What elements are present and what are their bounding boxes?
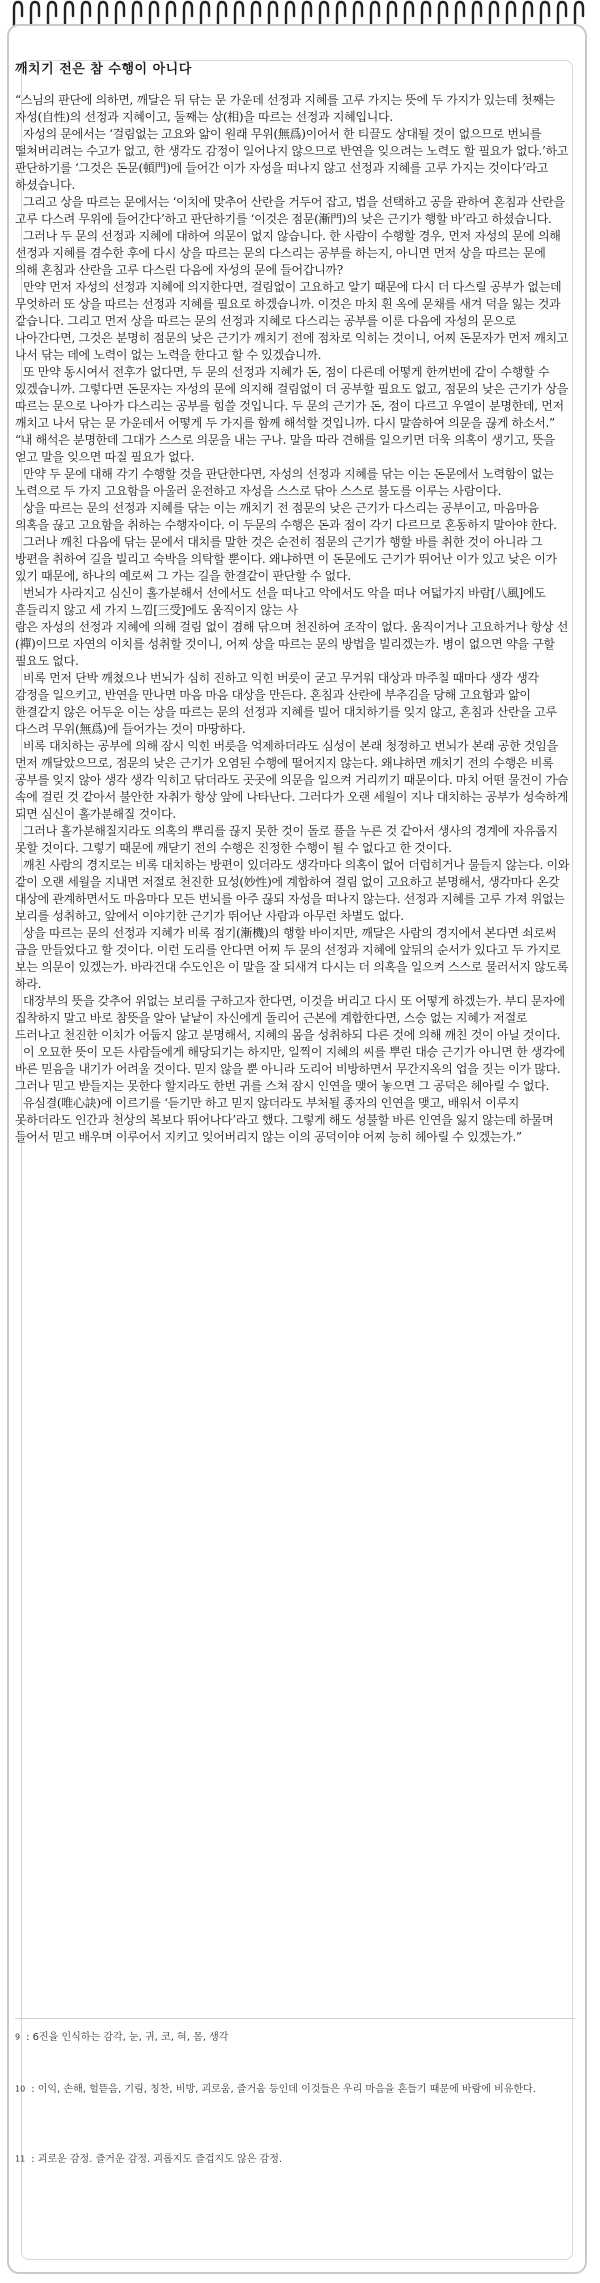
footnote-number: 10 xyxy=(15,2085,26,2094)
paragraph: 또 만약 동시여서 전후가 없다면, 두 문의 선정과 지혜가 돈, 점이 다른데 어떻게 한꺼번에 같이 수행할 수 있겠습니까. 그렇다면 돈문자는 자성의 문에 의지해 걸림없이 더 공부할 필요도 없고, 점문의 낮은 근기가 상을 따르는 문으로 나아가 다스리는 공부를 힘쓸 것입니다. 두 문의 근기가 돈, 점이 다르고 우열이 분명한데, 먼저 깨치고 나서 닦는 문 가운데서 어떻게 두 가지를 함께 해석할 것입니까. 다시 말씀하여 의문을 끊게 하소서.” xyxy=(15,365,569,430)
document-title: 깨치기 전은 참 수행이 아니다 xyxy=(15,62,192,77)
footnote xyxy=(15,2152,570,2172)
paragraph: 그리고 상을 따르는 문에서는 ‘이치에 맞추어 산란을 거두어 잡고, 법을 선택하고 공을 관하여 혼침과 산란을 고루 다스려 무위에 들어간다’하고 판단하기를 ‘이것은 점문(漸門)의 낮은 근기가 행할 바’라고 하셨습니다. xyxy=(15,195,565,226)
paragraph: 그러나 두 문의 선정과 지혜에 대하여 의문이 없지 않습니다. 한 사람이 수행할 경우, 먼저 자성의 문에 의해 선정과 지혜를 겸수한 후에 다시 상을 따르는 문의 다스리는 공부를 하는지, 아니면 먼저 상을 따르는 문에 의해 혼침과 산란을 고루 다스린 다음에 자성의 문에 들어갑니까? xyxy=(15,229,561,277)
paragraph: 상을 따르는 문의 선정과 지혜를 닦는 이는 깨치기 전 점문의 낮은 근기가 다스리는 공부이고, 마음마음 의혹을 끊고 고요함을 취하는 수행자이다. 이 두문의 수행은 돈과 점이 각기 다르므로 혼동하지 말아야 한다. xyxy=(15,501,557,532)
footnote xyxy=(15,2082,570,2102)
paragraph: 이 오묘한 뜻이 모든 사람들에게 해당되기는 하지만, 일찍이 지혜의 씨를 뿌린 대승 근기가 아니면 한 생각에 바른 믿음을 내기가 어려울 것이다. 믿지 않을 뿐 아니라 도리어 비방하면서 무간지옥의 업을 짓는 이가 많다. 그러나 믿고 받들지는 못한다 할지라도 한번 귀를 스쳐 잠시 인연을 맺어 놓으면 그 공덕은 헤아릴 수 없다. xyxy=(15,1045,565,1093)
paragraph: 번뇌가 사라지고 심신이 홀가분해서 선에서도 선을 떠나고 악에서도 악을 떠나 여덟가지 바람[八風]에도 흔들리지 않고 세 가지 느낌[三受]에도 움직이지 않는 사 xyxy=(15,586,546,617)
paragraph: 그러나 홀가분해질지라도 의혹의 뿌리를 끊지 못한 것이 돌로 풀을 누른 것 같아서 생사의 경계에 자유롭지 못할 것이다. 그렇기 때문에 깨닫기 전의 수행은 진정한 수행이 될 수 없다고 한 것이다. xyxy=(15,824,558,855)
paragraph: 만약 두 문에 대해 각기 수행할 것을 판단한다면, 자성의 선정과 지혜를 닦는 이는 돈문에서 노력함이 없는 노력으로 두 가지 고요함을 아울러 운전하고 자성을 스스로 닦아 스스로 불도를 이루는 사람이다. xyxy=(15,467,554,498)
footnote xyxy=(15,2030,570,2050)
paragraph: 만약 먼저 자성의 선정과 지혜에 의지한다면, 걸림없이 고요하고 알기 때문에 다시 더 다스릴 공부가 없는데 무엇하러 또 상을 따르는 선정과 지혜를 필요로 하겠습니까. 이것은 마치 흰 옥에 문채를 새겨 덕을 잃는 것과 같습니다. 그리고 먼저 상을 따르는 문의 선정과 지혜로 다스리는 공부를 이룬 다음에 자성의 문으로 나아간다면, 그것은 분명히 점문의 낮은 근기가 깨치기 전에 점차로 익히는 것이니, 어찌 돈문자가 먼저 깨치고 나서 닦는 데에 노력이 없는 노력을 한다고 할 수 있겠습니까. xyxy=(15,280,569,362)
paragraph: “내 해석은 분명한데 그대가 스스로 의문을 내는 구나. 말을 따라 견해를 일으키면 더욱 의혹이 생기고, 뜻을 얻고 말을 잊으면 따질 필요가 없다. xyxy=(15,433,555,464)
paragraph: 람은 자성의 선정과 지혜에 의해 걸림 없이 겸해 닦으며 천진하여 조작이 없다. 움직이거나 고요하거나 항상 선(禪)이므로 자연의 이치를 성취할 것이니, 어찌 상을 따르는 문의 방법을 빌리겠는가. 병이 없으면 약을 구할 필요도 없다. xyxy=(15,620,569,668)
footnote-number: 11 xyxy=(15,2155,26,2164)
paragraph: 대장부의 뜻을 갖추어 위없는 보리를 구하고자 한다면, 이것을 버리고 다시 또 어떻게 하겠는가. 부디 문자에 집착하지 말고 바로 참뜻을 알아 낱낱이 자신에게 돌리어 근본에 계합한다면, 스승 없는 지혜가 저절로 드러나고 천진한 이치가 어둡지 않고 분명해서, 지혜의 몸을 성취하되 다른 것에 의해 깨친 것이 아닐 것이다. xyxy=(15,994,565,1042)
paragraph: 그러나 깨친 다음에 닦는 문에서 대치를 말한 것은 순전히 점문의 근기가 행할 바를 취한 것이 아니라 그 방편을 취하여 길을 빌리고 숙박을 의탁할 뿐이다. 왜냐하면 이 돈문에도 근기가 뛰어난 이가 있고 낮은 이가 있기 때문에, 하나의 예로써 그 가는 길을 한결같이 판단할 수 없다. xyxy=(15,535,557,583)
paragraph: “스님의 판단에 의하면, 깨달은 뒤 닦는 문 가운데 선정과 지혜를 고루 가지는 뜻에 두 가지가 있는데 첫째는 자성(自性)의 선정과 지혜이고, 둘째는 상(相)을 따르는 선정과 지혜입니다. xyxy=(15,93,555,124)
footnote-text: : 이익, 손해, 헐뜯음, 기림, 칭찬, 비방, 괴로움, 즐거움 등인데 이것들은 우리 마음을 흔들기 때문에 바람에 비유한다. xyxy=(31,2084,536,2095)
footnote-number: 9 xyxy=(15,2033,21,2042)
document-body xyxy=(15,92,571,1146)
footnote-text: : 6진을 인식하는 감각, 눈, 귀, 코, 혀, 몸, 생각 xyxy=(26,2032,229,2043)
footnote-divider xyxy=(15,2018,575,2019)
paragraph: 비록 먼저 단박 깨쳤으나 번뇌가 심히 진하고 익힌 버릇이 굳고 무거워 대상과 마주칠 때마다 생각 생각 감정을 일으키고, 반연을 만나면 마음 마음 대상을 만든다. 혼침과 산란에 부추김을 당해 고요함과 앎이 한결같지 않은 어두운 이는 상을 따르는 문의 선정과 지혜를 빌어 대치하기를 잊지 않고, 혼침과 산란을 고루 다스려 무위(無爲)에 들어가는 것이 마땅하다. xyxy=(15,671,557,736)
paragraph: 유심결(唯心訣)에 이르기를 ‘듣기만 하고 믿지 않더라도 부처될 종자의 인연을 맺고, 배워서 이루지 못하더라도 인간과 천상의 복보다 뛰어나다’라고 했다. 그렇게 해도 성불할 바른 인연을 잃지 않는데 하물며 들어서 믿고 배우며 이루어서 지키고 잊어버리지 않는 이의 공덕이야 어찌 능히 헤아릴 수 있겠는가.” xyxy=(15,1096,554,1144)
paragraph: 자성의 문에서는 ‘걸림없는 고요와 앎이 원래 무위(無爲)이어서 한 티끌도 상대될 것이 없으므로 번뇌를 떨쳐버리려는 수고가 없고, 한 생각도 감정이 일어나지 않으므로 반연을 잊으려는 노력도 할 필요가 없다.’하고 판단하기를 ‘그것은 돈문(頓門)에 들어간 이가 자성을 떠나지 않고 선정과 지혜를 고루 가지는 것이다’라고 하셨습니다. xyxy=(15,127,569,192)
paragraph: 상을 따르는 문의 선정과 지혜가 비록 점기(漸機)의 행할 바이지만, 깨달은 사람의 경지에서 본다면 쇠로써 금을 만들었다고 할 것이다. 이런 도리를 안다면 어찌 두 문의 선정과 지혜에 앞뒤의 순서가 있다고 두 가지로 보는 의문이 있겠는가. 바라건대 수도인은 이 말을 잘 되새겨 다시는 더 의혹을 일으켜 스스로 물러서지 않도록 하라. xyxy=(15,926,569,991)
footnote-text: : 괴로운 감정. 즐거운 감정. 괴롭지도 즐겁지도 않은 감정. xyxy=(31,2154,283,2165)
paragraph: 깨친 사람의 경지로는 비록 대치하는 방편이 있더라도 생각마다 의혹이 없어 더럽히거나 물들지 않는다. 이와 같이 오랜 세월을 지내면 저절로 천진한 묘성(妙性)에 계합하여 걸림 없이 고요하고 분명해서, 생각마다 온갖 대상에 관계하면서도 마음마다 모든 번뇌를 아주 끊되 자성을 떠나지 않는다. 선정과 지혜를 고루 가져 위없는 보리를 성취하고, 앞에서 이야기한 근기가 뛰어난 사람과 아무런 차별도 없다. xyxy=(15,858,570,923)
paragraph: 비록 대치하는 공부에 의해 잠시 익힌 버릇을 억제하더라도 심성이 본래 청정하고 번뇌가 본래 공한 것임을 먼저 깨달았으므로, 점문의 낮은 근기가 오염된 수행에 떨어지지 않는다. 왜냐하면 깨치기 전의 수행은 비록 공부를 잊지 않아 생각 생각 익히고 닦더라도 곳곳에 의문을 일으켜 거리끼기 때문이다. 마치 어떤 물건이 가슴 속에 걸린 것 같아서 불안한 자취가 항상 앞에 나타난다. 그러다가 오랜 세월이 지나 대치하는 공부가 성숙하게 되면 심신이 홀가분해질 것이다. xyxy=(15,739,569,821)
